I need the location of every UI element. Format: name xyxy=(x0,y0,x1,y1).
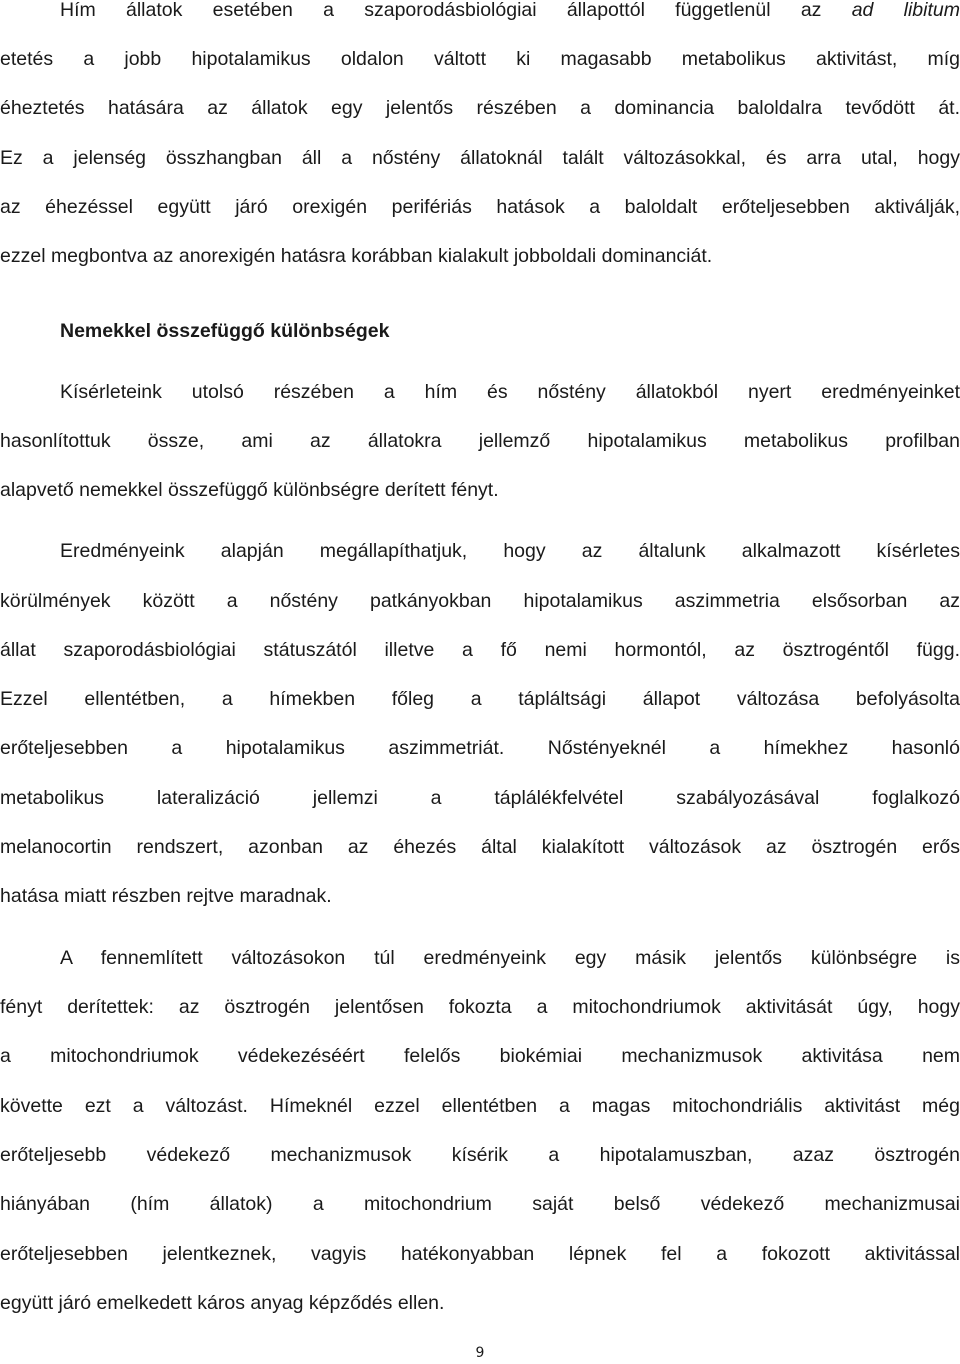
text-line: hiányában (hím állatok) a mitochondrium saját belső védekező mechanizmusai xyxy=(0,1193,960,1215)
text-line: együtt járó emelkedett káros anyag képződés ellen. xyxy=(0,1292,445,1314)
italic-text: ad libitum xyxy=(851,0,960,21)
text-line: hatása miatt részben rejtve maradnak. xyxy=(0,885,332,907)
text-line xyxy=(0,0,960,22)
text-line: erőteljesebben jelentkeznek, vagyis hatékonyabban lépnek fel a fokozott aktivitással xyxy=(0,1243,960,1265)
text-line: követte ezt a változást. Hímeknél ezzel ellentétben a magas mitochondriális aktivitást még xyxy=(0,1095,960,1117)
text-line: a mitochondriumok védekezéséért felelős biokémiai mechanizmusok aktivitása nem xyxy=(0,1045,960,1067)
text-line: etetés a jobb hipotalamikus oldalon váltott ki magasabb metabolikus aktivitást, míg xyxy=(0,48,960,70)
text-span: Hím állatok esetében a szaporodásbiológiai állapottól függetlenül az xyxy=(60,0,852,21)
text-line: éheztetés hatására az állatok egy jelentős részében a dominancia baloldalra tevődött át. xyxy=(0,97,960,119)
text-line: hasonlítottuk össze, ami az állatokra jellemző hipotalamikus metabolikus profilban xyxy=(0,430,960,452)
page-number: 9 xyxy=(475,1345,485,1361)
text-line: körülmények között a nőstény patkányokban hipotalamikus aszimmetria elsősorban az xyxy=(0,590,960,612)
text-line: erőteljesebb védekező mechanizmusok kísérik a hipotalamuszban, azaz ösztrogén xyxy=(0,1144,960,1166)
text-line: Kísérleteink utolsó részében a hím és nőstény állatokból nyert eredményeinket xyxy=(60,381,960,403)
text-line: metabolikus lateralizáció jellemzi a táplálékfelvétel szabályozásával foglalkozó xyxy=(0,787,960,809)
section-heading: Nemekkel összefüggő különbségek xyxy=(60,320,390,342)
text-line: fényt derítettek: az ösztrogén jelentősen fokozta a mitochondriumok aktivitását úgy, hogy xyxy=(0,996,960,1018)
text-line: A fennemlített változásokon túl eredményeink egy másik jelentős különbségre is xyxy=(60,947,960,969)
text-line: az éhezéssel együtt járó orexigén perifériás hatások a baloldalt erőteljesebben aktiválják, xyxy=(0,196,960,218)
text-line: ezzel megbontva az anorexigén hatásra korábban kialakult jobboldali dominanciát. xyxy=(0,245,713,267)
text-line: állat szaporodásbiológiai státuszától illetve a fő nemi hormontól, az ösztrogéntől függ. xyxy=(0,639,960,661)
text-line: erőteljesebben a hipotalamikus aszimmetriát. Nőstényeknél a hímekhez hasonló xyxy=(0,737,960,759)
text-line: Ez a jelenség összhangban áll a nőstény állatoknál talált változásokkal, és arra utal, hogy xyxy=(0,147,960,169)
text-line: alapvető nemekkel összefüggő különbségre derített fényt. xyxy=(0,479,499,501)
text-line: Eredményeink alapján megállapíthatjuk, hogy az általunk alkalmazott kísérletes xyxy=(60,540,960,562)
text-line: melanocortin rendszert, azonban az éhezés által kialakított változások az ösztrogén erős xyxy=(0,836,960,858)
text-line: Ezzel ellentétben, a hímekben főleg a tápláltsági állapot változása befolyásolta xyxy=(0,688,960,710)
